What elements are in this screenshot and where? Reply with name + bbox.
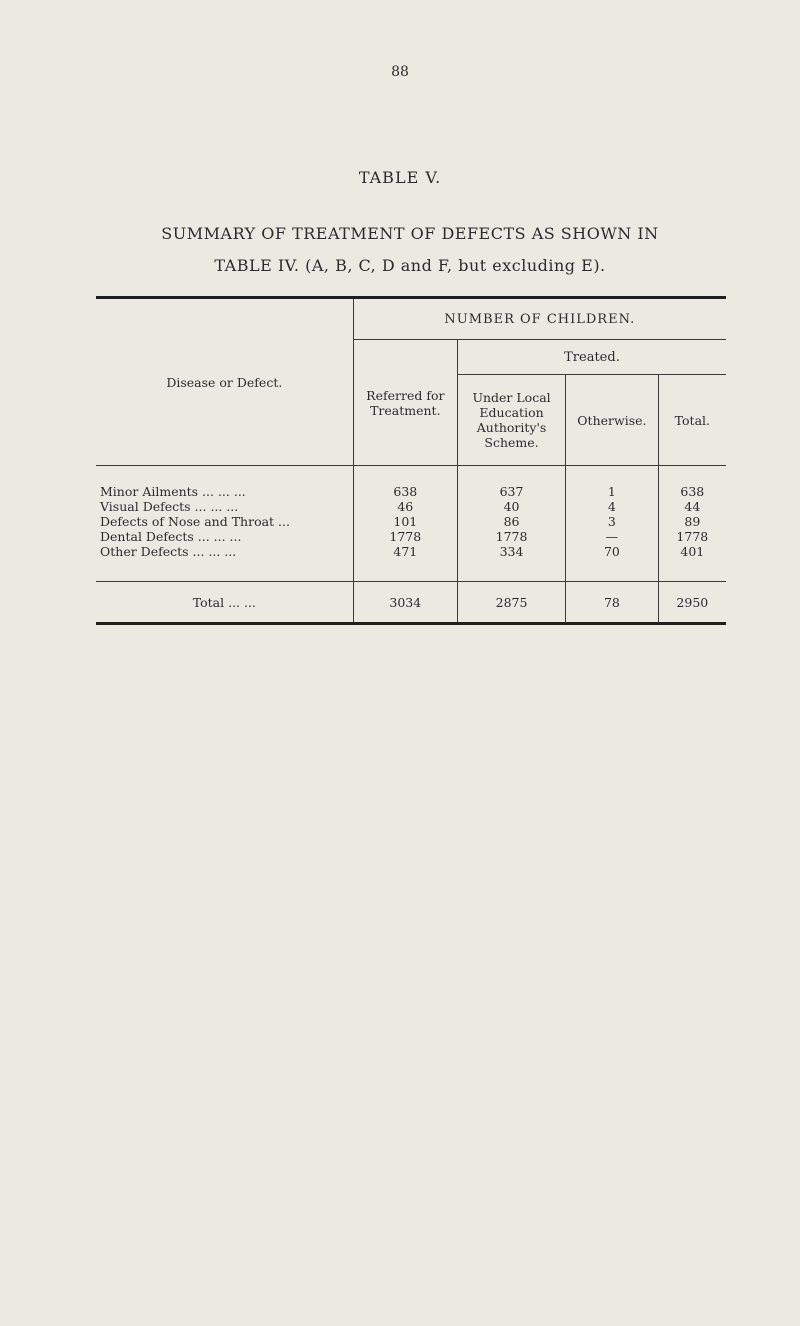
cell-otherwise: 4 [566,499,659,514]
treatment-summary-table [96,296,726,625]
header-referred: Referred for Treatment. [353,340,457,466]
cell-under-local: 86 [457,514,565,529]
total-total: 2950 [658,582,726,624]
total-under-local: 2875 [457,582,565,624]
header-disease: Disease or Defect. [96,298,353,466]
header-number-of-children: NUMBER OF CHILDREN. [353,298,726,340]
table-row [96,499,726,514]
cell-total: 89 [658,514,726,529]
heading-line-2: TABLE IV. (A, B, C, D and F, but excluding E). [214,256,606,275]
total-row [96,582,726,624]
row-label: Minor Ailments ... ... ... [100,484,246,499]
cell-otherwise: — [566,529,659,544]
cell-total: 401 [658,544,726,559]
row-label: Visual Defects ... ... ... [100,499,239,514]
cell-total: 44 [658,499,726,514]
cell-under-local: 1778 [457,529,565,544]
heading-line-1: SUMMARY OF TREATMENT OF DEFECTS AS SHOWN IN [161,224,659,243]
cell-referred: 471 [353,544,457,559]
header-under-local: Under Local Education Authority's Scheme. [457,375,565,466]
cell-referred: 46 [353,499,457,514]
header-otherwise: Otherwise. [566,375,659,466]
table-row [96,484,726,499]
table-row [96,514,726,529]
table-heading [90,218,730,282]
row-label: Other Defects ... ... ... [100,544,237,559]
cell-otherwise: 1 [566,484,659,499]
cell-otherwise: 70 [566,544,659,559]
cell-under-local: 637 [457,484,565,499]
table-row [96,529,726,544]
cell-total: 1778 [658,529,726,544]
cell-referred: 101 [353,514,457,529]
total-referred: 3034 [353,582,457,624]
cell-referred: 638 [353,484,457,499]
header-total: Total. [658,375,726,466]
table-row [96,544,726,559]
table-label: TABLE V. [358,168,442,187]
cell-referred: 1778 [353,529,457,544]
header-treated: Treated. [457,340,726,375]
cell-otherwise: 3 [566,514,659,529]
page-number: 88 [391,64,409,80]
cell-total: 638 [658,484,726,499]
cell-under-local: 334 [457,544,565,559]
total-otherwise: 78 [566,582,659,624]
row-label: Defects of Nose and Throat ... [100,514,290,529]
total-label: Total ... ... [192,594,256,610]
row-label: Dental Defects ... ... ... [100,529,242,544]
cell-under-local: 40 [457,499,565,514]
